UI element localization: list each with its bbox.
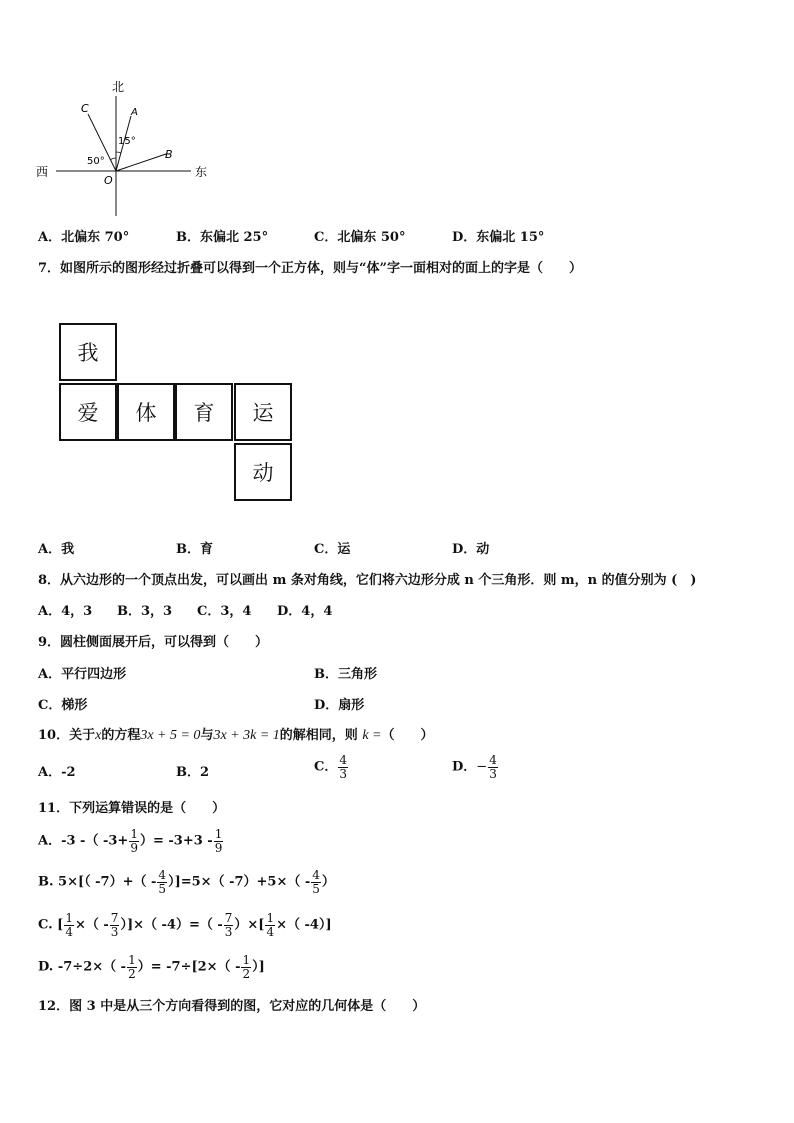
q8-option-a[interactable]: A．4，3 <box>38 604 93 619</box>
q10-option-a[interactable]: A．-2 <box>38 765 76 780</box>
net-cell-yu: 育 <box>175 383 233 441</box>
q11-question: 11．下列运算错误的是（ ） <box>38 801 226 816</box>
angle-50-label: 50° <box>87 156 105 167</box>
net-cell-dong: 动 <box>234 443 292 501</box>
q6-option-c[interactable]: C．北偏东 50° <box>314 230 406 245</box>
q7-option-a[interactable]: A．我 <box>38 542 75 557</box>
q11-option-a[interactable]: A．-3 -（ -3+ $\frac{1}{9}$ ）= -3+3 - $\frac{1}{9}$ <box>38 827 223 855</box>
q10-question: 10．关于x的方程3x + 5 = 0与3x + 3k = 1的解相同，则 k =（ ） <box>38 728 434 743</box>
q10-option-d[interactable]: D．− $\frac{4}{3}$ <box>452 753 497 781</box>
q10-option-b[interactable]: B．2 <box>176 765 210 780</box>
q9-option-b[interactable]: B．三角形 <box>314 667 377 682</box>
q6-option-d[interactable]: D．东偏北 15° <box>452 230 545 245</box>
east-label: 东 <box>195 165 208 179</box>
q7-option-d[interactable]: D．动 <box>452 542 490 557</box>
net-cell-wo: 我 <box>59 323 117 381</box>
q9-option-d[interactable]: D．扇形 <box>314 698 365 713</box>
q8-option-b[interactable]: B．3，3 <box>117 604 173 619</box>
point-c-label: C <box>81 102 89 115</box>
point-b-label: B <box>165 148 173 161</box>
q10-option-c[interactable]: C． $\frac{4}{3}$ <box>314 753 347 781</box>
angle-arc-15 <box>116 152 121 153</box>
net-cell-yun: 运 <box>234 383 292 441</box>
q11-option-c[interactable]: C. [ $\frac{1}{4}$ ×（ - $\frac{7}{3}$ ）]×（ -4）=（ - $\frac{7}{3}$ ）×[ $\frac{1}{4}$ ×（ -4）] <box>38 911 332 939</box>
q8-option-d[interactable]: D．4，4 <box>277 604 333 619</box>
q8-option-c[interactable]: C．3，4 <box>197 604 252 619</box>
q11-option-d[interactable]: D. -7÷2×（ - $\frac{1}{2}$ ）= -7÷[2×（ - $\frac{1}{2}$ ）] <box>38 953 265 981</box>
q12-question: 12．图 3 中是从三个方向看得到的图，它对应的几何体是（ ） <box>38 999 426 1014</box>
q8-question: 8．从六边形的一个顶点出发，可以画出 m 条对角线，它们将六边形分成 n 个三角形．则 m，n 的值分别为 ( ) <box>38 573 697 588</box>
west-label: 西 <box>36 165 49 179</box>
compass-figure <box>34 78 214 220</box>
q6-option-a[interactable]: A．北偏东 70° <box>38 230 130 245</box>
origin-label: O <box>104 174 113 187</box>
ray-ob <box>116 154 166 171</box>
q9-question: 9．圆柱侧面展开后，可以得到（ ） <box>38 635 269 650</box>
q9-option-c[interactable]: C．梯形 <box>38 698 88 713</box>
point-a-label: A <box>131 107 138 118</box>
angle-arc-50 <box>110 158 116 160</box>
q7-option-b[interactable]: B．育 <box>176 542 213 557</box>
q9-option-a[interactable]: A．平行四边形 <box>38 667 127 682</box>
net-cell-ti: 体 <box>117 383 175 441</box>
net-cell-ai: 爱 <box>59 383 117 441</box>
angle-15-label: 15° <box>118 136 136 147</box>
q6-option-b[interactable]: B．东偏北 25° <box>176 230 269 245</box>
q7-option-c[interactable]: C．运 <box>314 542 351 557</box>
q7-question: 7．如图所示的图形经过折叠可以得到一个正方体，则与“体”字一面相对的面上的字是（ ） <box>38 261 583 276</box>
north-label: 北 <box>112 80 125 94</box>
q11-option-b[interactable]: B. 5×[（ -7）+（ - $\frac{4}{5}$ ）]=5×（ -7）+5×（ - $\frac{4}{5}$ ） <box>38 868 335 896</box>
